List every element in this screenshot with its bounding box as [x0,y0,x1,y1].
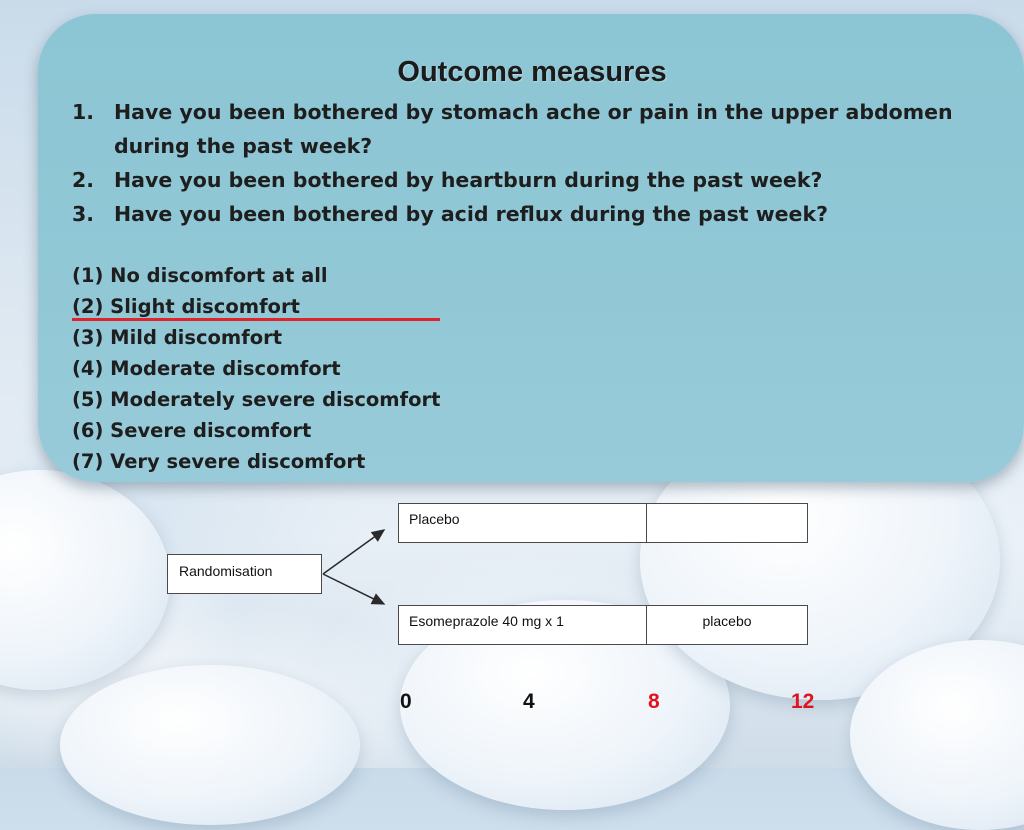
question-number: 2. [72,168,95,192]
slide-title: Outcome measures [397,56,667,88]
scale-item-7: (7) Very severe discomfort [72,450,366,473]
timeline-week-8: 8 [648,690,660,713]
scale-item-4: (4) Moderate discomfort [72,357,341,380]
question-text: Have you been bothered by heartburn during the past week? [114,168,823,192]
question-number: 3. [72,202,95,226]
scale-item-1: (1) No discomfort at all [72,264,328,287]
timeline-week-4: 4 [523,690,535,713]
scale-item-3: (3) Mild discomfort [72,326,283,349]
arrow-to-esomeprazole [323,574,384,604]
esomeprazole-arm-label: Esomeprazole 40 mg x 1 [399,606,647,644]
timeline-week-0: 0 [400,690,412,713]
esomeprazole-arm-second-period: placebo [702,613,752,629]
scale-item-2: (2) Slight discomfort [72,295,300,318]
scale-item-6: (6) Severe discomfort [72,419,312,442]
timeline-week-12: 12 [791,690,815,713]
scale-item-5: (5) Moderately severe discomfort [72,388,441,411]
question-text: Have you been bothered by acid reflux during the past week? [114,202,828,226]
placebo-arm-label: Placebo [399,504,647,542]
randomisation-label: Randomisation [179,563,273,579]
question-text: Have you been bothered by stomach ache or pain in the upper abdomen during the past week? [114,100,953,158]
arrow-to-placebo [323,530,384,574]
question-number: 1. [72,100,95,124]
